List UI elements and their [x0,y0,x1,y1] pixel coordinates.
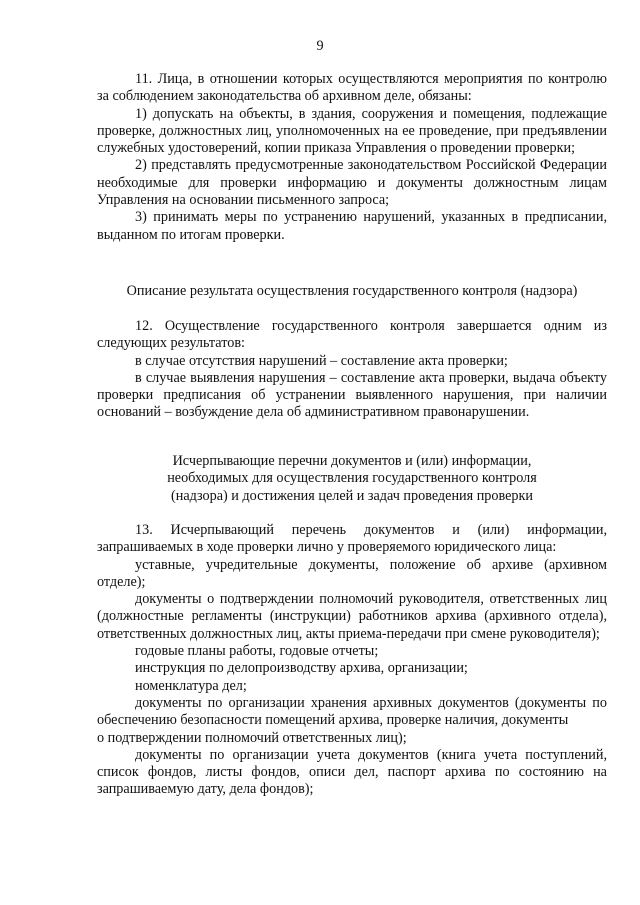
section-11-item-3: 3) принимать меры по устранению нарушений, указанных в предписании, выданном по итогам проверки. [97,209,607,243]
section-13-item-1: уставные, учредительные документы, положение об архиве (архивном отделе); [97,556,607,590]
section-13-accounting-item: документы по организации учета документов (книга учета поступлений, список фондов, листы фондов, описи дел, паспорт архива по состоянию на запрашиваемую дату, дела фондов); [97,746,607,798]
section-13-storage-item-cont: о подтверждении полномочий ответственных лиц); [97,729,407,746]
section-11-intro: 11. Лица, в отношении которых осуществляются мероприятия по контролю за соблюдением законодательства об архивном деле, обязаны: [97,71,607,105]
lists-heading-line-1: Исчерпывающие перечни документов и (или) информации, [172,453,532,469]
lists-heading [97,453,607,505]
section-13-intro: 13. Исчерпывающий перечень документов и (или) информации, запрашиваемых в ходе проверки лично у проверяемого юридического лица: [97,522,607,556]
section-11 [97,71,607,244]
section-12-item-2: в случае выявления нарушения – составление акта проверки, выдача объекту проверки предписания об устранении выявленного нарушения, при наличии оснований – возбуждение дела об административном правонарушении. [97,369,607,421]
section-13-storage-item: документы по организации хранения архивных документов (документы по обеспечению безопасности помещений архива, проверке наличия, документы [97,694,607,729]
section-13-item-3: годовые планы работы, годовые отчеты; [135,643,379,660]
section-12 [97,318,607,422]
lists-heading-line-2: необходимых для осуществления государственного контроля [167,470,537,487]
section-13-item-2: документы о подтверждении полномочий руководителя, ответственных лиц (должностные регламенты (инструкции) работников архива (архивного отдела), ответственных должностных лиц, акты приема-передачи при смене руководителя); [97,591,607,642]
section-13 [97,522,607,799]
section-13-item-5: номенклатура дел; [135,677,247,694]
page-number: 9 [316,38,324,54]
section-12-item-1: в случае отсутствия нарушений – составление акта проверки; [135,352,508,369]
lists-heading-line-3: (надзора) и достижения целей и задач проведения проверки [171,487,533,504]
section-12-intro: 12. Осуществление государственного контроля завершается одним из следующих результатов: [97,318,607,352]
result-heading-block [97,283,607,300]
section-13-item-4: инструкция по делопроизводству архива, организации; [135,660,468,677]
section-11-item-1: 1) допускать на объекты, в здания, сооружения и помещения, подлежащие проверке, должностных лиц, уполномоченных на ее проведение, при предъявлении служебных удостоверений, копии приказа Управления о проведении проверки; [97,105,607,157]
section-11-item-2: 2) представлять предусмотренные законодательством Российской Федерации необходимые для проверки информацию и документы должностным лицам Управления на основании письменного запроса; [97,157,607,209]
result-heading: Описание результата осуществления государственного контроля (надзора) [126,283,578,299]
